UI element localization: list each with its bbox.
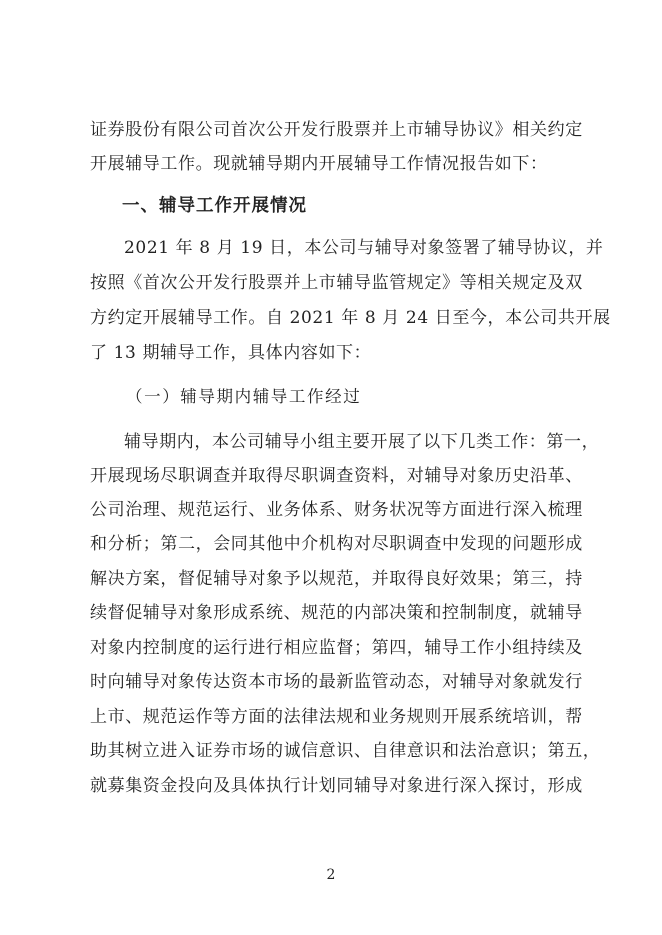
body-line-16: 助其树立进入证券市场的诚信意识、自律意识和法治意识；第五， — [90, 741, 601, 761]
body-line-13: 对象内控制度的运行进行相应监督；第四，辅导工作小组持续及 — [90, 638, 583, 658]
body-line-6: 了 13 期辅导工作，具体内容如下： — [90, 343, 372, 363]
body-line-11: 解决方案，督促辅导对象予以规范，并取得良好效果；第三，持 — [90, 569, 583, 589]
page-number: 2 — [326, 867, 336, 883]
body-line-9: 公司治理、规范运行、业务体系、财务状况等方面进行深入梳理 — [90, 500, 583, 520]
body-line-12: 续督促辅导对象形成系统、规范的内部决策和控制制度，就辅导 — [90, 603, 583, 623]
body-line-8: 开展现场尽职调查并取得尽职调查资料，对辅导对象历史沿革、 — [90, 466, 583, 486]
body-line-17: 就募集资金投向及具体执行计划同辅导对象进行深入探讨，形成 — [90, 776, 583, 796]
body-line-7: 辅导期内，本公司辅导小组主要开展了以下几类工作：第一， — [124, 432, 600, 452]
body-line-4: 按照《首次公开发行股票并上市辅导监管规定》等相关规定及双 — [90, 273, 583, 293]
body-line-1: 证券股份有限公司首次公开发行股票并上市辅导协议》相关约定 — [90, 120, 583, 140]
body-line-2: 开展辅导工作。现就辅导期内开展辅导工作情况报告如下： — [90, 154, 548, 174]
body-line-3: 2021 年 8 月 19 日，本公司与辅导对象签署了辅导协议，并 — [124, 238, 604, 258]
body-line-10: 和分析；第二，会同其他中介机构对尽职调查中发现的问题形成 — [90, 534, 583, 554]
body-line-15: 上市、规范运作等方面的法律法规和业务规则开展系统培训，帮 — [90, 707, 583, 727]
body-line-5: 方约定开展辅导工作。自 2021 年 8 月 24 日至今，本公司共开展 — [90, 308, 611, 328]
subsection-heading: （一）辅导期内辅导工作经过 — [126, 387, 362, 406]
body-line-14: 时向辅导对象传达资本市场的最新监管动态，对辅导对象就发行 — [90, 672, 583, 692]
section-heading: 一、辅导工作开展情况 — [122, 196, 307, 216]
